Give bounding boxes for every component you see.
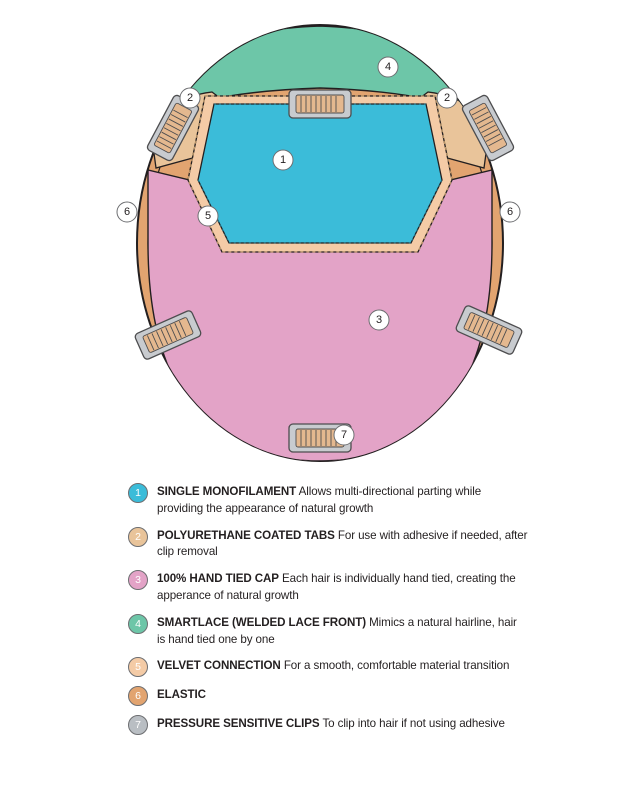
callout-marker-6b (500, 202, 520, 222)
legend-number-badge: 5 (128, 657, 148, 677)
legend-item-title: PRESSURE SENSITIVE CLIPS (157, 717, 320, 731)
callout-label: 3 (375, 314, 383, 326)
legend-number-badge: 6 (128, 686, 148, 706)
callout-marker-7 (334, 425, 354, 445)
callout-label: 6 (506, 206, 514, 218)
legend-item-desc: Allows multi-directional parting while providing the appearance of natural growth (157, 485, 482, 515)
legend-item-1 (128, 482, 528, 526)
callout-label: 7 (340, 429, 348, 441)
callout-marker-1 (273, 150, 293, 170)
legend-number-badge: 7 (128, 715, 148, 735)
legend-item-text (157, 526, 528, 562)
callout-label: 4 (384, 61, 392, 73)
monofilament-region (198, 104, 442, 243)
legend-item-title: 100% HAND TIED CAP (157, 572, 279, 586)
callout-label: 2 (443, 92, 451, 104)
legend-item-title: SINGLE MONOFILAMENT (157, 485, 297, 498)
legend-number-badge: 2 (128, 527, 148, 547)
callout-marker-5 (198, 206, 218, 226)
legend-item-2 (128, 526, 528, 570)
legend-item-title: VELVET CONNECTION (157, 659, 281, 673)
legend-item-6 (128, 685, 528, 714)
callout-marker-2a (180, 88, 200, 108)
legend-item-5 (128, 656, 528, 685)
legend-item-desc: To clip into hair if not using adhesive (322, 717, 505, 731)
legend (0, 482, 640, 743)
callout-marker-3 (369, 310, 389, 330)
legend-item-text (157, 714, 505, 733)
legend-item-desc: Each hair is individually hand tied, creating the apperance of natural growth (157, 572, 516, 602)
callout-marker-4 (378, 57, 398, 77)
legend-item-desc: For a smooth, comfortable material transition (283, 659, 510, 673)
legend-item-desc: Mimics a natural hairline, hair is hand tied one by one (157, 615, 517, 646)
legend-item-text (157, 656, 509, 675)
legend-item-text (157, 613, 528, 649)
legend-number-badge: 1 (128, 483, 148, 503)
callout-marker-6a (117, 202, 137, 222)
legend-number-badge: 3 (128, 570, 148, 590)
legend-item-4 (128, 613, 528, 657)
legend-item-3 (128, 569, 528, 613)
legend-item-title: POLYURETHANE COATED TABS (157, 528, 335, 542)
callout-label: 1 (279, 154, 287, 166)
clip-front-center (289, 90, 351, 118)
legend-item-text (157, 685, 206, 704)
legend-item-text (157, 482, 528, 518)
legend-number-badge: 4 (128, 614, 148, 634)
callout-label: 5 (204, 210, 212, 222)
callout-marker-2b (437, 88, 457, 108)
legend-item-7 (128, 714, 528, 743)
legend-item-text (157, 569, 528, 605)
legend-item-title: SMARTLACE (WELDED LACE FRONT) (157, 615, 366, 629)
legend-item-desc: For use with adhesive if needed, after clip removal (157, 528, 528, 559)
callout-label: 6 (123, 206, 131, 218)
callout-label: 2 (186, 92, 194, 104)
legend-item-title: ELASTIC (157, 688, 206, 702)
